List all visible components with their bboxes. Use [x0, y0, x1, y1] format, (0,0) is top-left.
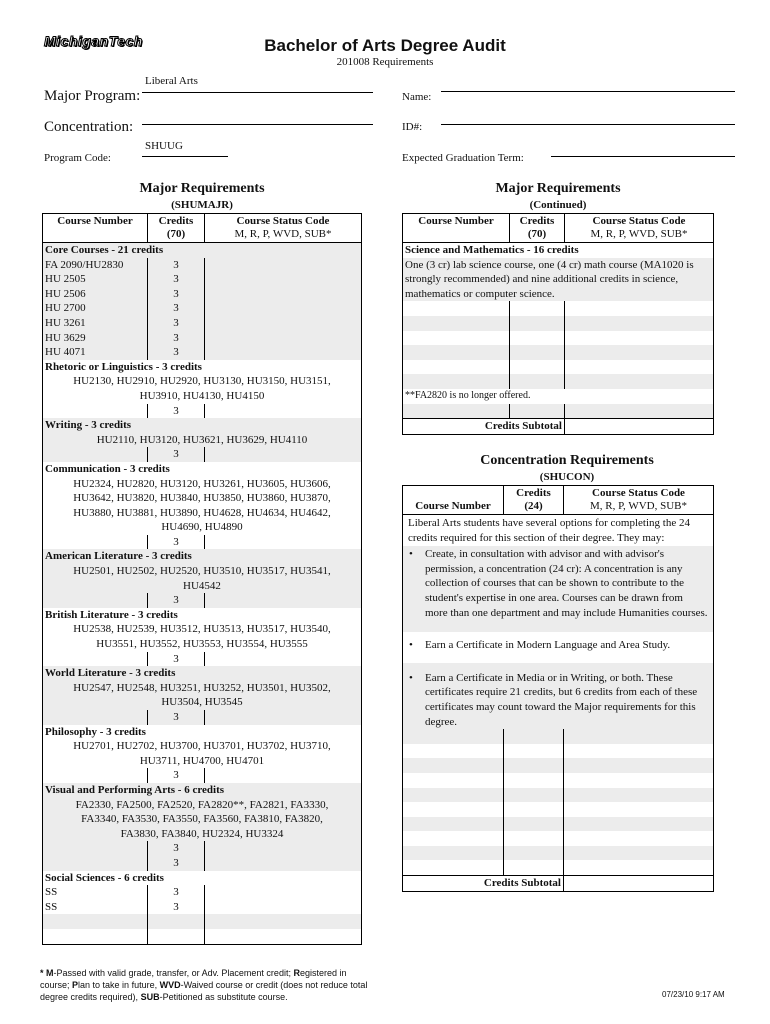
table-row-course: FA 2090/HU2830 — [45, 258, 124, 271]
credits-entry-cell[interactable] — [510, 301, 565, 316]
program-code-value: SHUUG — [145, 140, 183, 152]
course-entry-cell[interactable] — [43, 535, 148, 550]
course-options: HU3504, HU3545 — [161, 696, 243, 709]
name-label: Name: — [402, 91, 432, 103]
course-entry-cell[interactable] — [403, 802, 504, 817]
concentration-label: Concentration: — [44, 119, 134, 135]
course-entry-cell[interactable] — [403, 331, 510, 346]
course-options: HU2324, HU2820, HU3120, HU3261, HU3605, HU3606, — [73, 477, 331, 490]
course-entry-cell[interactable] — [403, 831, 504, 846]
credits-entry-cell[interactable] — [510, 316, 565, 331]
status-cell[interactable] — [564, 831, 714, 846]
credits-entry-cell[interactable] — [510, 345, 565, 360]
credits-entry-cell[interactable] — [510, 331, 565, 346]
credits-entry-cell[interactable] — [504, 860, 564, 875]
course-entry-cell[interactable] — [403, 360, 510, 375]
table-row-course: HU 2700 — [45, 302, 86, 315]
status-cell[interactable] — [205, 593, 362, 608]
table-row-credits: 3 — [148, 535, 205, 550]
status-cell[interactable] — [565, 316, 714, 331]
course-entry-cell[interactable] — [403, 860, 504, 875]
col-status-code: Course Status Code M, R, P, WVD, SUB* — [205, 214, 362, 243]
id-label: ID#: — [402, 121, 423, 133]
concentration-intro: Liberal Arts students have several options for completing the 24 credits required for this section of their degree. They may: — [408, 517, 690, 544]
status-cell[interactable] — [564, 817, 714, 832]
group-title: World Literature - 3 credits — [45, 667, 176, 680]
michigan-tech-logo: MichiganTech — [44, 33, 143, 49]
status-cell[interactable] — [205, 885, 362, 900]
course-options: HU3880, HU3881, HU3890, HU4628, HU4634, HU4642, — [73, 506, 331, 519]
table-row-credits: 3 — [148, 404, 205, 419]
course-entry-cell[interactable] — [403, 817, 504, 832]
credits-entry-cell[interactable] — [504, 758, 564, 773]
table-row-course: HU 3629 — [45, 331, 86, 344]
status-cell[interactable] — [205, 710, 362, 725]
course-entry-cell[interactable] — [43, 652, 148, 667]
table-row-credits: 3 — [148, 316, 205, 331]
course-entry-cell[interactable] — [43, 929, 148, 944]
status-cell[interactable] — [565, 404, 714, 419]
status-cell[interactable] — [205, 287, 362, 302]
course-entry-cell[interactable] — [403, 773, 504, 788]
group-title: Communication - 3 credits — [45, 462, 170, 475]
credits-subtotal-value[interactable] — [565, 419, 714, 435]
major-req-code: (SHUMAJR) — [171, 199, 233, 211]
course-options: FA3340, FA3530, FA3550, FA3560, FA3810, FA3820, — [81, 813, 323, 826]
course-options: HU2110, HU3120, HU3621, HU3629, HU4110 — [96, 433, 308, 446]
course-entry-cell[interactable] — [403, 758, 504, 773]
status-cell[interactable] — [205, 447, 362, 462]
concentration-code: (SHUCON) — [539, 471, 595, 483]
grad-term-field-line[interactable] — [551, 156, 735, 157]
status-cell[interactable] — [564, 729, 714, 744]
course-entry-cell[interactable] — [403, 345, 510, 360]
course-options: HU3910, HU4130, HU4150 — [139, 389, 265, 402]
table-row-credits: 3 — [148, 287, 205, 302]
major-req-continued-title: Major Requirements — [495, 181, 621, 196]
credits-subtotal-label: Credits Subtotal — [403, 419, 565, 435]
credits-entry-cell[interactable] — [510, 404, 565, 419]
group-title: Core Courses - 21 credits — [45, 244, 164, 256]
status-cell[interactable] — [205, 768, 362, 783]
credits-entry-cell[interactable] — [504, 831, 564, 846]
course-options: HU2701, HU2702, HU3700, HU3701, HU3702, HU3710, — [73, 740, 331, 753]
credits-entry-cell[interactable] — [148, 914, 205, 929]
col-course-number: Course Number — [403, 214, 510, 243]
table-row-course: HU 3261 — [45, 316, 86, 329]
course-options: HU3551, HU3552, HU3553, HU3554, HU3555 — [96, 638, 308, 651]
table-row-course: HU 2506 — [45, 287, 86, 300]
table-row-credits: 3 — [148, 841, 205, 856]
course-options: HU4542 — [183, 579, 221, 592]
status-cell[interactable] — [564, 788, 714, 803]
major-label: Major Program: — [44, 88, 141, 104]
status-cell[interactable] — [205, 258, 362, 273]
status-cell[interactable] — [205, 652, 362, 667]
table-row-credits: 3 — [148, 652, 205, 667]
group-title: Visual and Performing Arts - 6 credits — [45, 783, 225, 796]
credits-entry-cell[interactable] — [504, 802, 564, 817]
course-entry-cell[interactable] — [403, 316, 510, 331]
course-entry-cell[interactable] — [43, 710, 148, 725]
program-code-field-line[interactable] — [142, 156, 228, 157]
course-entry-cell[interactable] — [403, 729, 504, 744]
group-title: British Literature - 3 credits — [45, 608, 178, 621]
major-requirements-continued-table — [402, 213, 714, 435]
table-row-credits: 3 — [148, 593, 205, 608]
col-credits: Credits (24) — [504, 486, 564, 515]
table-row-course: HU 4071 — [45, 346, 86, 359]
status-cell[interactable] — [564, 744, 714, 759]
course-entry-cell[interactable] — [43, 593, 148, 608]
status-code-footnote: * M-Passed with valid grade, transfer, or Adv. Placement credit; Registered in course; Plan to take in future, WVD-Waived course or credit (does not reduce total degree credits required), SUB-Petitioned as substitute course. — [40, 968, 368, 1002]
course-options: FA3830, FA3840, HU2324, HU3324 — [120, 827, 284, 840]
status-cell[interactable] — [564, 758, 714, 773]
group-title: American Literature - 3 credits — [45, 550, 192, 563]
concentration-option: • Earn a Certificate in Modern Language and Area Study. — [409, 639, 671, 652]
status-cell[interactable] — [205, 841, 362, 856]
table-row-credits: 3 — [148, 345, 205, 360]
major-requirements-table — [42, 213, 362, 945]
course-entry-cell[interactable] — [43, 914, 148, 929]
status-cell[interactable] — [564, 802, 714, 817]
table-row-credits: 3 — [148, 331, 205, 346]
page-subtitle: 201008 Requirements — [336, 56, 434, 68]
credits-entry-cell[interactable] — [504, 788, 564, 803]
table-row-credits: 3 — [148, 258, 205, 273]
status-cell[interactable] — [205, 331, 362, 346]
table-row-credits: 3 — [148, 301, 205, 316]
table-row-credits: 3 — [148, 900, 205, 915]
major-field-line[interactable] — [142, 92, 373, 93]
col-credits: Credits (70) — [510, 214, 565, 243]
course-options: HU3642, HU3820, HU3840, HU3850, HU3860, HU3870, — [73, 492, 331, 505]
status-cell[interactable] — [564, 846, 714, 861]
course-entry-cell[interactable] — [43, 768, 148, 783]
course-options: HU2130, HU2910, HU2920, HU3130, HU3150, HU3151, — [73, 375, 331, 388]
table-row-course: SS — [45, 886, 58, 899]
col-status-code: Course Status Code M, R, P, WVD, SUB* — [564, 486, 714, 515]
col-course-number: Course Number — [403, 486, 504, 515]
status-cell[interactable] — [565, 331, 714, 346]
table-row-credits: 3 — [148, 272, 205, 287]
fa2820-note: **FA2820 is no longer offered. — [405, 389, 531, 401]
table-row-credits: 3 — [148, 768, 205, 783]
credits-entry-cell[interactable] — [504, 817, 564, 832]
group-title: Rhetoric or Linguistics - 3 credits — [45, 360, 202, 373]
major-req-continued-code: (Continued) — [529, 199, 587, 211]
status-cell[interactable] — [565, 374, 714, 389]
grad-term-label: Expected Graduation Term: — [402, 152, 524, 164]
concentration-option: • Earn a Certificate in Media or in Writing, or both. These certificates require 21 credits, but 6 credits from each of these certificates may count toward the Major requirements for this degree. — [409, 671, 698, 728]
id-field-line[interactable] — [441, 124, 735, 125]
col-course-number: Course Number — [43, 214, 148, 243]
status-cell[interactable] — [205, 900, 362, 915]
course-entry-cell[interactable] — [43, 856, 148, 871]
page-title: Bachelor of Arts Degree Audit — [264, 36, 506, 55]
status-cell[interactable] — [205, 301, 362, 316]
science-description: One (3 cr) lab science course, one (4 cr) math course (MA1020 is strongly recommended) and nine additional credits in science, mathematics or computer science. — [405, 258, 694, 300]
print-timestamp: 07/23/10 9:17 AM — [662, 990, 725, 999]
status-cell[interactable] — [564, 773, 714, 788]
table-row-course: SS — [45, 900, 58, 913]
col-credits: Credits (70) — [148, 214, 205, 243]
course-entry-cell[interactable] — [403, 846, 504, 861]
group-title: Science and Mathematics - 16 credits — [405, 244, 579, 256]
table-row-credits: 3 — [148, 885, 205, 900]
bullet-icon: • — [409, 671, 413, 684]
concentration-field-line[interactable] — [142, 124, 373, 125]
course-entry-cell[interactable] — [403, 374, 510, 389]
concentration-table — [402, 485, 714, 892]
course-options: HU2538, HU2539, HU3512, HU3513, HU3517, HU3540, — [73, 623, 331, 636]
program-code-label: Program Code: — [44, 152, 111, 164]
status-cell[interactable] — [205, 404, 362, 419]
course-entry-cell[interactable] — [403, 788, 504, 803]
concentration-option: • Create, in consultation with advisor and with advisor's permission, a concentration (24 cr): A concentration is any collection of courses that can be shown to contribute to the student's expertise in one area. Courses can be drawn from more than one department and may include Humanities courses. — [409, 548, 708, 619]
group-title: Writing - 3 credits — [45, 419, 132, 432]
credits-entry-cell[interactable] — [504, 729, 564, 744]
course-entry-cell[interactable] — [43, 447, 148, 462]
table-row-credits: 3 — [148, 856, 205, 871]
name-field-line[interactable] — [441, 91, 735, 92]
course-options: HU3711, HU4700, HU4701 — [139, 754, 265, 767]
course-entry-cell[interactable] — [403, 744, 504, 759]
status-cell[interactable] — [205, 272, 362, 287]
status-cell[interactable] — [205, 929, 362, 944]
status-cell[interactable] — [205, 345, 362, 360]
credits-entry-cell[interactable] — [504, 744, 564, 759]
course-entry-cell[interactable] — [43, 404, 148, 419]
course-options: HU2501, HU2502, HU2520, HU3510, HU3517, HU3541, — [73, 565, 331, 578]
credits-subtotal-label: Credits Subtotal — [403, 876, 564, 892]
bullet-icon: • — [409, 639, 413, 652]
credits-entry-cell[interactable] — [504, 773, 564, 788]
course-entry-cell[interactable] — [403, 404, 510, 419]
table-row-credits: 3 — [148, 447, 205, 462]
major-value: Liberal Arts — [145, 75, 198, 87]
status-cell[interactable] — [565, 301, 714, 316]
course-entry-cell[interactable] — [43, 841, 148, 856]
course-options: HU2547, HU2548, HU3251, HU3252, HU3501, HU3502, — [73, 681, 331, 694]
group-title: Philosophy - 3 credits — [45, 725, 146, 738]
col-status-code: Course Status Code M, R, P, WVD, SUB* — [565, 214, 714, 243]
status-cell[interactable] — [565, 345, 714, 360]
status-cell[interactable] — [564, 860, 714, 875]
status-cell[interactable] — [205, 535, 362, 550]
course-entry-cell[interactable] — [403, 301, 510, 316]
credits-entry-cell[interactable] — [510, 374, 565, 389]
status-cell[interactable] — [205, 856, 362, 871]
status-cell[interactable] — [205, 316, 362, 331]
credits-subtotal-value[interactable] — [564, 876, 714, 892]
concentration-title: Concentration Requirements — [480, 453, 654, 468]
table-row-course: HU 2505 — [45, 273, 86, 286]
credits-entry-cell[interactable] — [510, 360, 565, 375]
credits-entry-cell[interactable] — [148, 929, 205, 944]
credits-entry-cell[interactable] — [504, 846, 564, 861]
course-options: FA2330, FA2500, FA2520, FA2820**, FA2821, FA3330, — [75, 798, 329, 811]
status-cell[interactable] — [565, 360, 714, 375]
status-cell[interactable] — [205, 914, 362, 929]
table-row-credits: 3 — [148, 710, 205, 725]
major-req-title: Major Requirements — [139, 181, 265, 196]
bullet-icon: • — [409, 548, 413, 561]
course-options: HU4690, HU4890 — [161, 521, 243, 534]
group-title: Social Sciences - 6 credits — [45, 871, 164, 884]
